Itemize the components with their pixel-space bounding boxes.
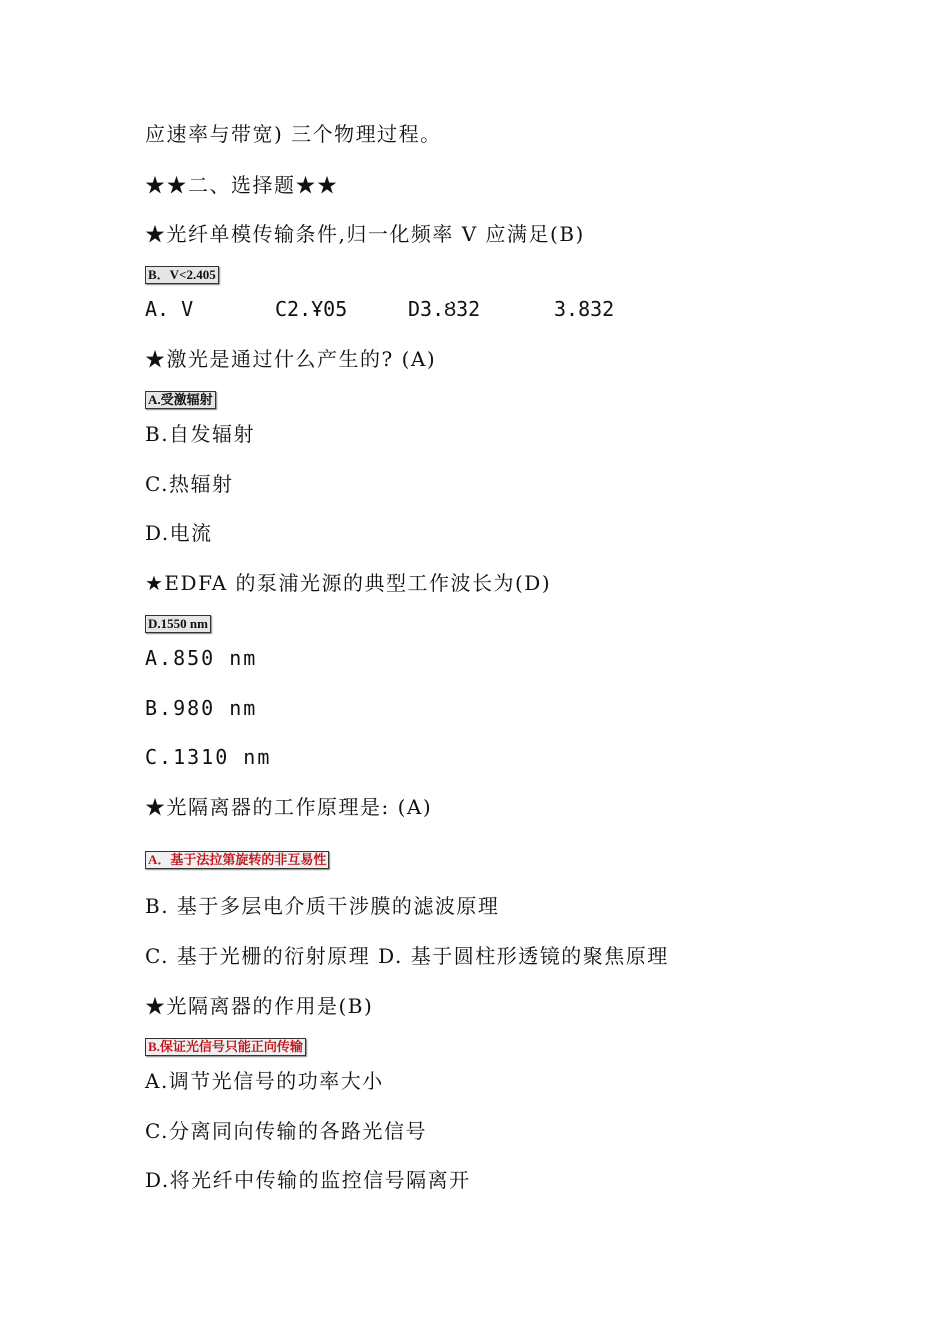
option-a: A.调节光信号的功率大小 bbox=[145, 1069, 384, 1093]
option-e: 3.832 bbox=[554, 297, 615, 321]
section-heading: ★★二、选择题★★ bbox=[145, 173, 339, 197]
option-d: D.电流 bbox=[145, 521, 213, 545]
answer-tag-4: A．基于法拉第旋转的非互易性 bbox=[145, 851, 329, 869]
answer-tag-5: B.保证光信号只能正向传输 bbox=[145, 1038, 306, 1056]
option-b: B.980 nm bbox=[145, 696, 258, 720]
question-3: ★EDFA 的泵浦光源的典型工作波长为(D) bbox=[145, 571, 552, 595]
question-5: ★光隔离器的作用是(B) bbox=[145, 994, 374, 1018]
option-d: D3.Ȣ32 bbox=[408, 297, 481, 321]
option-a: A.850 nm bbox=[145, 646, 258, 670]
option-c: C.1310 nm bbox=[145, 745, 272, 769]
option-a: A. V bbox=[145, 297, 194, 321]
option-cd: C. 基于光栅的衍射原理 D. 基于圆柱形透镜的聚焦原理 bbox=[145, 944, 669, 968]
question-4: ★光隔离器的工作原理是: (A) bbox=[145, 795, 433, 819]
option-b: B.自发辐射 bbox=[145, 422, 256, 446]
question-1: ★光纤单模传输条件,归一化频率 V 应满足(B) bbox=[145, 222, 585, 246]
text-line: 应速率与带宽) 三个物理过程。 bbox=[145, 122, 442, 146]
question-1-options bbox=[145, 296, 845, 322]
option-d: D.将光纤中传输的监控信号隔离开 bbox=[145, 1168, 471, 1192]
option-b: B. 基于多层电介质干涉膜的滤波原理 bbox=[145, 894, 500, 918]
option-c: C.分离同向传输的各路光信号 bbox=[145, 1119, 427, 1143]
question-2: ★激光是通过什么产生的? (A) bbox=[145, 347, 437, 371]
option-c: C.热辐射 bbox=[145, 472, 234, 496]
answer-tag-2: A.受激辐射 bbox=[145, 391, 216, 409]
answer-tag-1: B．V<2.405 bbox=[145, 266, 219, 284]
option-c: C2.Ұ05 bbox=[275, 297, 348, 321]
answer-tag-3: D.1550 nm bbox=[145, 615, 211, 633]
